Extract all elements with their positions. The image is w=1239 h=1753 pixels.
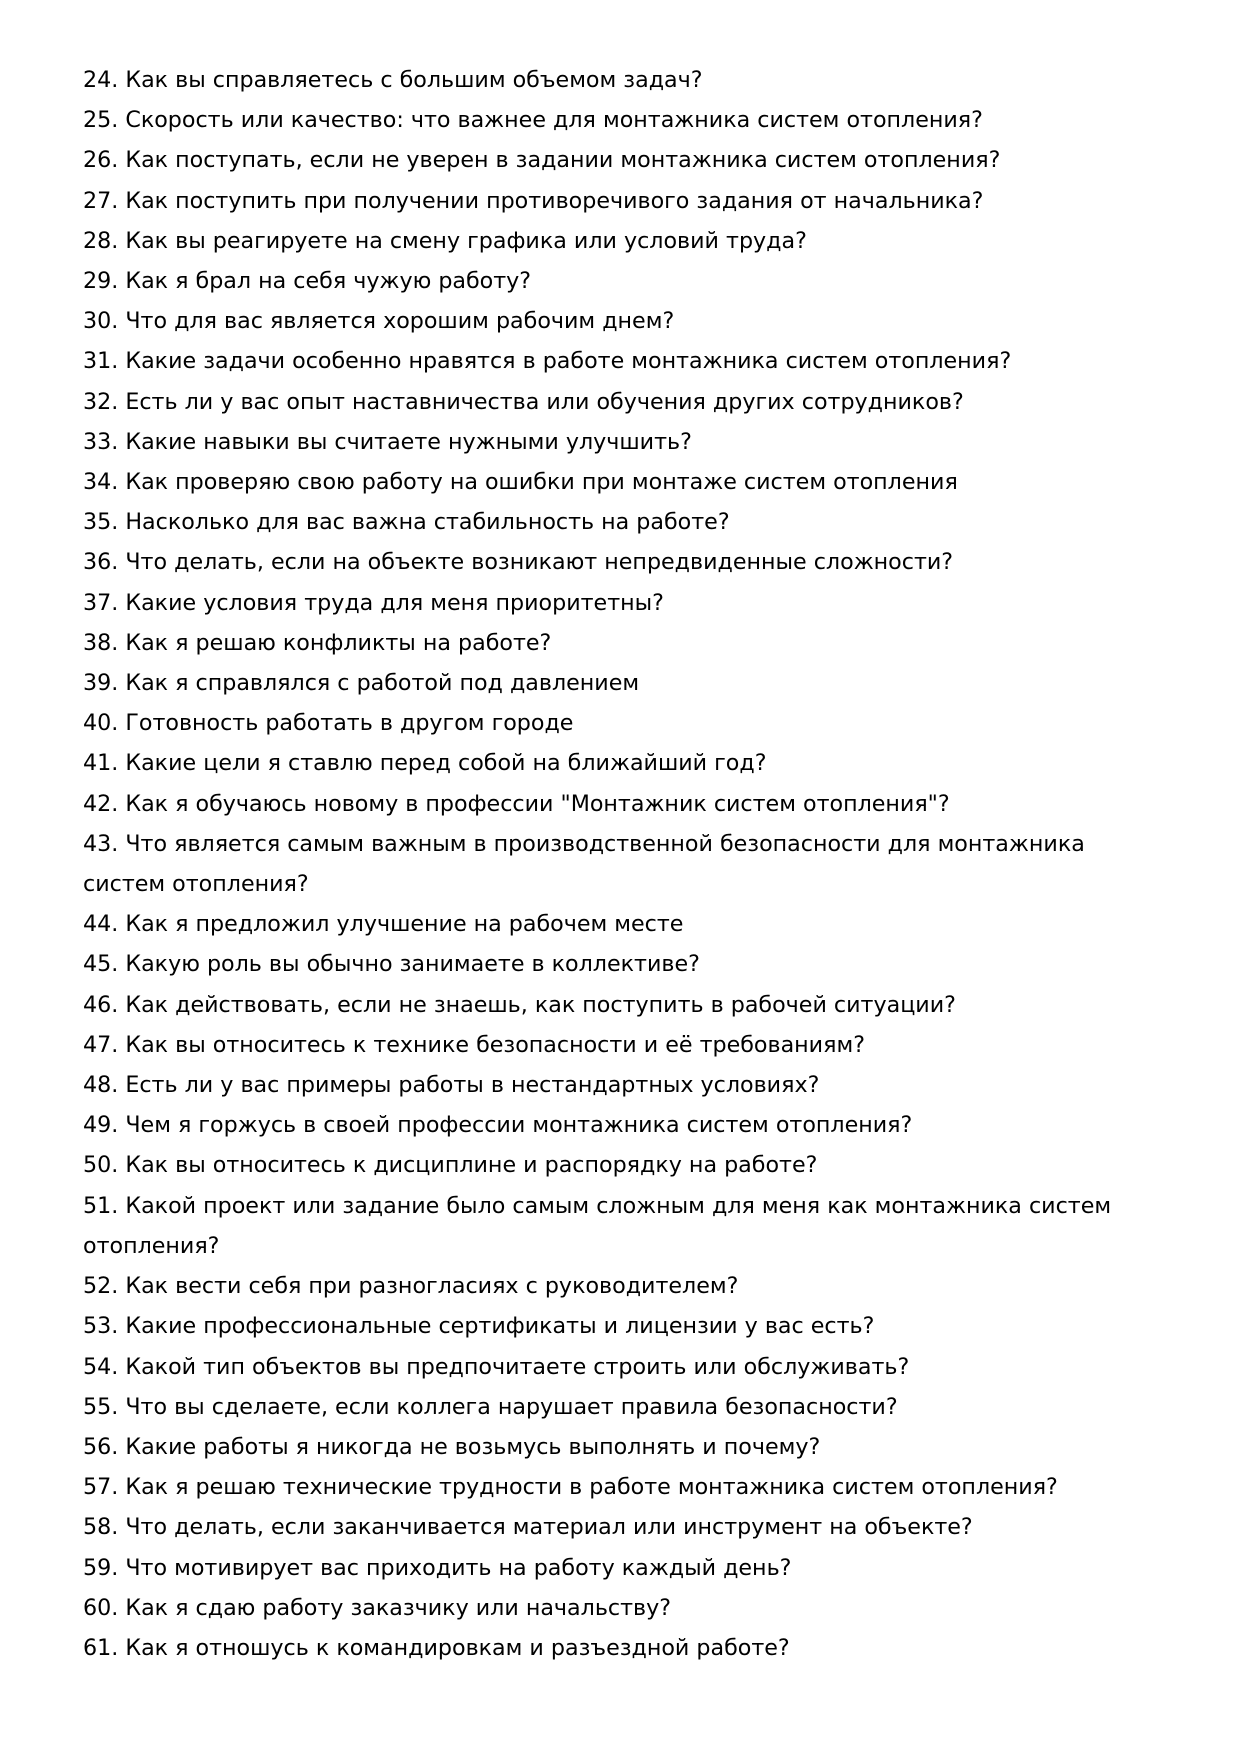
question-item: 52. Как вести себя при разногласиях с руководителем?: [83, 1273, 739, 1300]
question-item: 54. Какой тип объектов вы предпочитаете строить или обслуживать?: [83, 1353, 910, 1380]
question-item: 56. Какие работы я никогда не возьмусь выполнять и почему?: [83, 1433, 821, 1460]
question-item: 29. Как я брал на себя чужую работу?: [83, 268, 532, 295]
question-item: 43. Что является самым важным в производственной безопасности для монтажника систем отопления?: [83, 830, 1085, 898]
question-item: 42. Как я обучаюсь новому в профессии "Монтажник систем отопления"?: [83, 790, 950, 817]
question-item: 45. Какую роль вы обычно занимаете в коллективе?: [83, 951, 700, 978]
question-item: 28. Как вы реагируете на смену графика или условий труда?: [83, 227, 807, 254]
question-item: 59. Что мотивирует вас приходить на работу каждый день?: [83, 1554, 792, 1581]
question-item: 39. Как я справлялся с работой под давлением: [83, 670, 640, 697]
question-item: 60. Как я сдаю работу заказчику или начальству?: [83, 1594, 672, 1621]
question-item: 44. Как я предложил улучшение на рабочем месте: [83, 911, 684, 938]
question-item: 47. Как вы относитесь к технике безопасности и её требованиям?: [83, 1031, 865, 1058]
question-item: 48. Есть ли у вас примеры работы в нестандартных условиях?: [83, 1072, 820, 1099]
question-item: 58. Что делать, если заканчивается материал или инструмент на объекте?: [83, 1514, 973, 1541]
question-item: 40. Готовность работать в другом городе: [83, 710, 574, 737]
question-item: 51. Какой проект или задание было самым сложным для меня как монтажника систем отопления?: [83, 1192, 1112, 1259]
question-item: 30. Что для вас является хорошим рабочим днем?: [83, 308, 675, 335]
question-item: 41. Какие цели я ставлю перед собой на ближайший год?: [83, 750, 767, 777]
question-item: 32. Есть ли у вас опыт наставничества или обучения других сотрудников?: [83, 388, 964, 415]
question-item: 27. Как поступить при получении противоречивого задания от начальника?: [83, 187, 984, 214]
question-item: 50. Как вы относитесь к дисциплине и распорядку на работе?: [83, 1152, 818, 1179]
question-item: 31. Какие задачи особенно нравятся в работе монтажника систем отопления?: [83, 348, 1012, 375]
question-item: 35. Насколько для вас важна стабильность на работе?: [83, 509, 730, 536]
question-item: 26. Как поступать, если не уверен в задании монтажника систем отопления?: [83, 147, 1001, 174]
question-item: 24. Как вы справляетесь с большим объемом задач?: [83, 67, 703, 93]
question-list: [83, 60, 1168, 1668]
question-item: 37. Какие условия труда для меня приоритетны?: [83, 589, 664, 616]
question-item: 46. Как действовать, если не знаешь, как поступить в рабочей ситуации?: [83, 991, 956, 1018]
question-item: 49. Чем я горжусь в своей профессии монтажника систем отопления?: [83, 1112, 913, 1139]
question-item: 33. Какие навыки вы считаете нужными улучшить?: [83, 428, 692, 455]
question-item: 61. Как я отношусь к командировкам и разъездной работе?: [83, 1634, 790, 1661]
question-item: 57. Как я решаю технические трудности в работе монтажника систем отопления?: [83, 1474, 1058, 1501]
question-item: 36. Что делать, если на объекте возникают непредвиденные сложности?: [83, 549, 954, 576]
question-item: 53. Какие профессиональные сертификаты и лицензии у вас есть?: [83, 1313, 875, 1340]
question-item: 55. Что вы сделаете, если коллега нарушает правила безопасности?: [83, 1393, 898, 1420]
question-item: 34. Как проверяю свою работу на ошибки при монтаже систем отопления: [83, 469, 958, 496]
question-item: 38. Как я решаю конфликты на работе?: [83, 629, 552, 656]
question-item: 25. Скорость или качество: что важнее для монтажника систем отопления?: [83, 107, 983, 134]
